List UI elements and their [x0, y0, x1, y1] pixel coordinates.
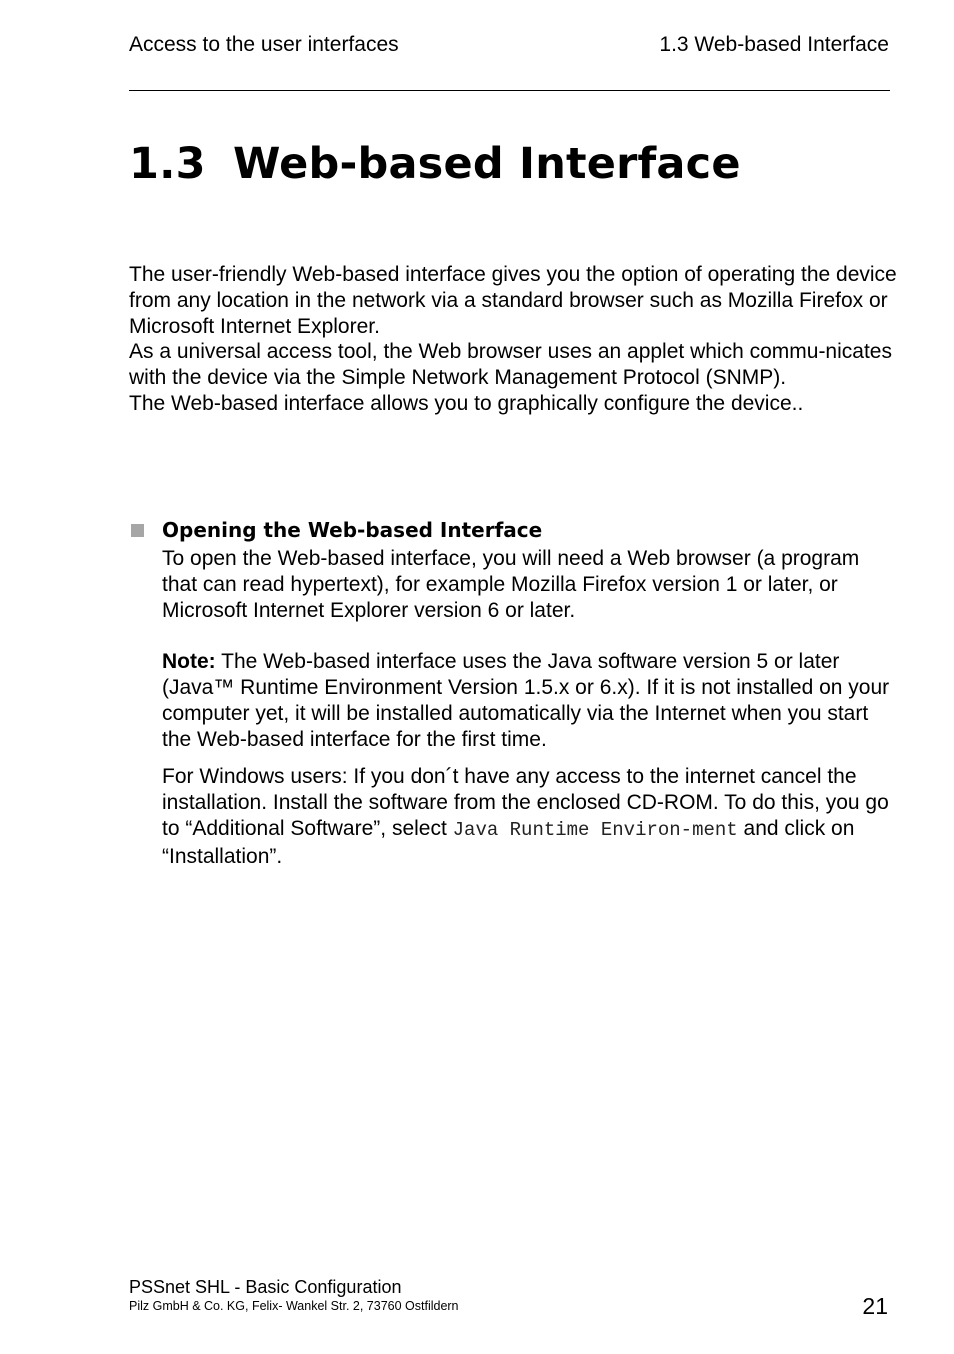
section-title-text: Web-based Interface: [233, 139, 741, 189]
intro-paragraph-2: As a universal access tool, the Web browser uses an applet which commu-nicates with the device via the Simple Network Management Protocol (SNMP).: [129, 340, 892, 390]
subsection-body: [162, 546, 892, 870]
note-text: The Web-based interface uses the Java software version 5 or later (Java™ Runtime Environment Version 1.5.x or 6.x). If it is not installed on your computer yet, it will be installed automatically via the Internet when you start the Web-based interface for the first time.: [162, 650, 890, 751]
windows-text-after: and click on “Installation”.: [162, 816, 855, 868]
windows-text-before: For Windows users: If you don´t have any access to the internet cancel the installation. Install the software from the enclosed CD-ROM. To do this, you go to “Additional Software”, select: [162, 765, 889, 840]
section-number: 1.3: [129, 139, 206, 189]
java-runtime-code: Java Runtime Environ-ment: [452, 818, 738, 841]
subsection-title: Opening the Web-based Interface: [162, 518, 543, 542]
windows-users-paragraph: [162, 764, 892, 869]
running-header-right: 1.3 Web-based Interface: [659, 33, 889, 56]
footer-document-title: PSSnet SHL - Basic Configuration: [129, 1277, 402, 1297]
square-bullet-icon: [131, 524, 144, 537]
intro-paragraph-3: The Web-based interface allows you to graphically configure the device..: [129, 391, 804, 415]
intro-text: [129, 262, 899, 417]
intro-paragraph-1: The user-friendly Web-based interface gives you the option of operating the device from any location in the network via a standard browser such as Mozilla Firefox or Microsoft Internet Explorer.: [129, 263, 897, 338]
page-title: [129, 139, 741, 189]
header-divider: [129, 90, 890, 91]
note-label: Note:: [162, 650, 216, 674]
running-header-left: Access to the user interfaces: [129, 33, 399, 56]
footer-company-address: Pilz GmbH & Co. KG, Felix- Wankel Str. 2, 73760 Ostfildern: [129, 1299, 459, 1313]
page-number: 21: [862, 1293, 888, 1319]
browser-requirement-paragraph: To open the Web-based interface, you will need a Web browser (a program that can read hypertext), for example Mozilla Firefox version 1 or later, or Microsoft Internet Explorer version 6 or later.: [162, 547, 860, 622]
java-note-paragraph: [162, 649, 892, 752]
